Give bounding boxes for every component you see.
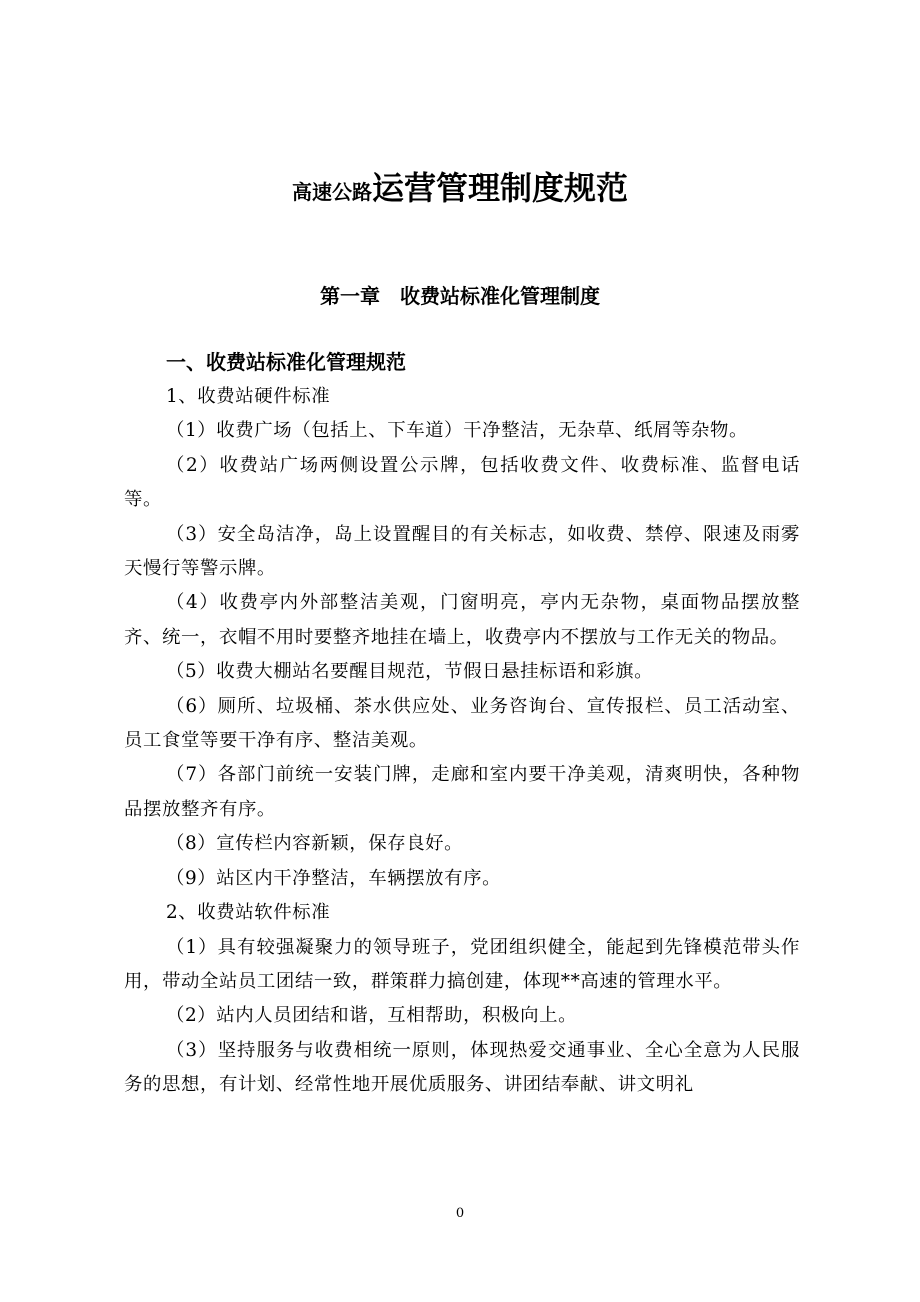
- title-prefix: 高速公路: [291, 180, 372, 204]
- list-item: （5）收费大棚站名要醒目规范，节假日悬挂标语和彩旗。: [166, 661, 654, 683]
- list-item: （7）各部门前统一安装门牌，走廊和室内要干净美观，清爽明快，各种物品摆放整齐有序。: [124, 764, 800, 820]
- subsection-heading-software: 2、收费站软件标准: [166, 902, 331, 924]
- list-item: （2）站内人员团结和谐，互相帮助，积极向上。: [166, 1005, 578, 1027]
- page-number: 0: [455, 1206, 465, 1221]
- title-main: 运营管理制度规范: [371, 169, 628, 207]
- list-item: （4）收费亭内外部整洁美观，门窗明亮，亭内无杂物，桌面物品摆放整齐、统一，衣帽不用时要整齐地挂在墙上，收费亭内不摆放与工作无关的物品。: [124, 592, 800, 648]
- list-item: （1）收费广场（包括上、下车道）干净整洁，无杂草、纸屑等杂物。: [166, 420, 749, 442]
- document-body: [124, 380, 800, 1103]
- section-heading: 一、收费站标准化管理规范: [166, 350, 406, 374]
- list-item: （9）站区内干净整洁，车辆摆放有序。: [166, 867, 502, 889]
- list-item: （3）坚持服务与收费相统一原则，体现热爱交通事业、全心全意为人民服务的思想，有计划、经常性地开展优质服务、讲团结奉献、讲文明礼: [124, 1039, 800, 1096]
- list-item: （3）安全岛洁净，岛上设置醒目的有关标志，如收费、禁停、限速及雨雾天慢行等警示牌。: [124, 523, 800, 580]
- subsection-heading-hardware: 1、收费站硬件标准: [166, 386, 331, 407]
- list-item: （6）厕所、垃圾桶、茶水供应处、业务咨询台、宣传报栏、员工活动室、员工食堂等要干净有序、整洁美观。: [124, 695, 800, 752]
- list-item: （8）宣传栏内容新颖，保存良好。: [166, 833, 464, 855]
- document-title: [0, 166, 920, 216]
- list-item: （1）具有较强凝聚力的领导班子，党团组织健全，能起到先锋模范带头作用，带动全站员工团结一致，群策群力搞创建，体现**高速的管理水平。: [124, 936, 800, 992]
- chapter-heading: 第一章 收费站标准化管理制度: [320, 284, 600, 308]
- list-item: （2）收费站广场两侧设置公示牌，包括收费文件、收费标准、监督电话等。: [124, 454, 800, 511]
